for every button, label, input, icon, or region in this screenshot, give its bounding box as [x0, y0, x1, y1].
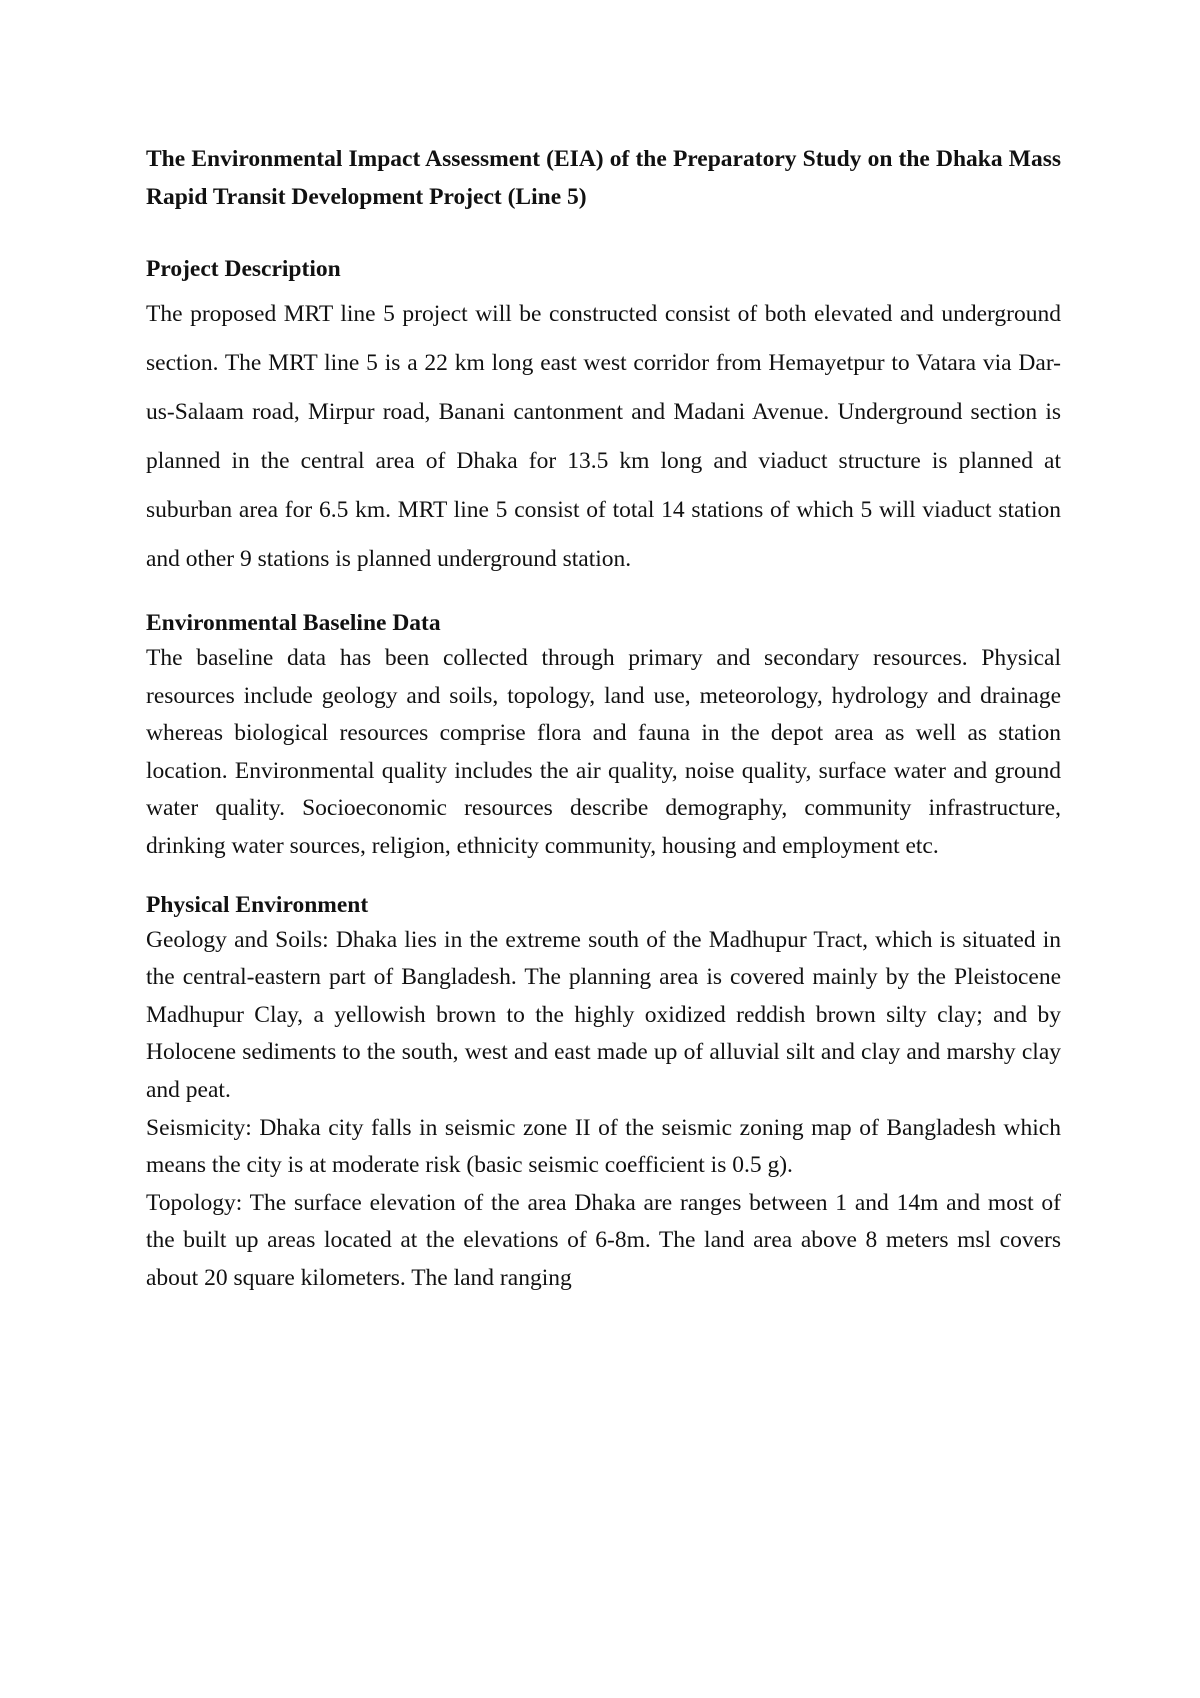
section-project-description	[146, 252, 1061, 584]
environmental-baseline-paragraph: The baseline data has been collected through primary and secondary resources. Physical resources include geology and soils, topology, land use, meteorology, hydrology and drainage whereas biological resources comprise flora and fauna in the depot area as well as station location. Environmental quality includes the air quality, noise quality, surface water and ground water quality. Socioeconomic resources describe demography, community infrastructure, drinking water sources, religion, ethnicity community, housing and employment etc.	[146, 645, 1061, 859]
project-description-paragraph: The proposed MRT line 5 project will be constructed consist of both elevated and underground section. The MRT line 5 is a 22 km long east west corridor from Hemayetpur to Vatara via Dar-us-Salaam road, Mirpur road, Banani cantonment and Madani Avenue. Underground section is planned in the central area of Dhaka for 13.5 km long and viaduct structure is planned at suburban area for 6.5 km. MRT line 5 consist of total 14 stations of which 5 will viaduct station and other 9 stations is planned underground station.	[146, 301, 1061, 572]
section-physical-environment	[146, 888, 1061, 1298]
section-heading-physical-environment: Physical Environment	[146, 891, 369, 918]
document-page	[146, 140, 1061, 1298]
section-heading-environmental-baseline: Environmental Baseline Data	[146, 610, 441, 636]
section-environmental-baseline	[146, 606, 1061, 866]
section-heading-project-description: Project Description	[146, 256, 341, 282]
topology-paragraph: Topology: The surface elevation of the area Dhaka are ranges between 1 and 14m and most of the built up areas located at the elevations of 6-8m. The land area above 8 meters msl covers about 20 square kilometers. The land ranging	[146, 1189, 1061, 1291]
section-spacer	[146, 866, 1061, 888]
geology-paragraph: Geology and Soils: Dhaka lies in the extreme south of the Madhupur Tract, which is situated in the central-eastern part of Bangladesh. The planning area is covered mainly by the Pleistocene Madhupur Clay, a yellowish brown to the highly oxidized reddish brown silty clay; and by Holocene sediments to the south, west and east made up of alluvial silt and clay and marshy clay and peat.	[146, 926, 1061, 1103]
seismicity-paragraph: Seismicity: Dhaka city falls in seismic zone II of the seismic zoning map of Bangladesh which means the city is at moderate risk (basic seismic coefficient is 0.5 g).	[146, 1114, 1061, 1179]
document-title: The Environmental Impact Assessment (EIA) of the Preparatory Study on the Dhaka Mass Rapid Transit Development Project (Line 5)	[146, 146, 1061, 210]
